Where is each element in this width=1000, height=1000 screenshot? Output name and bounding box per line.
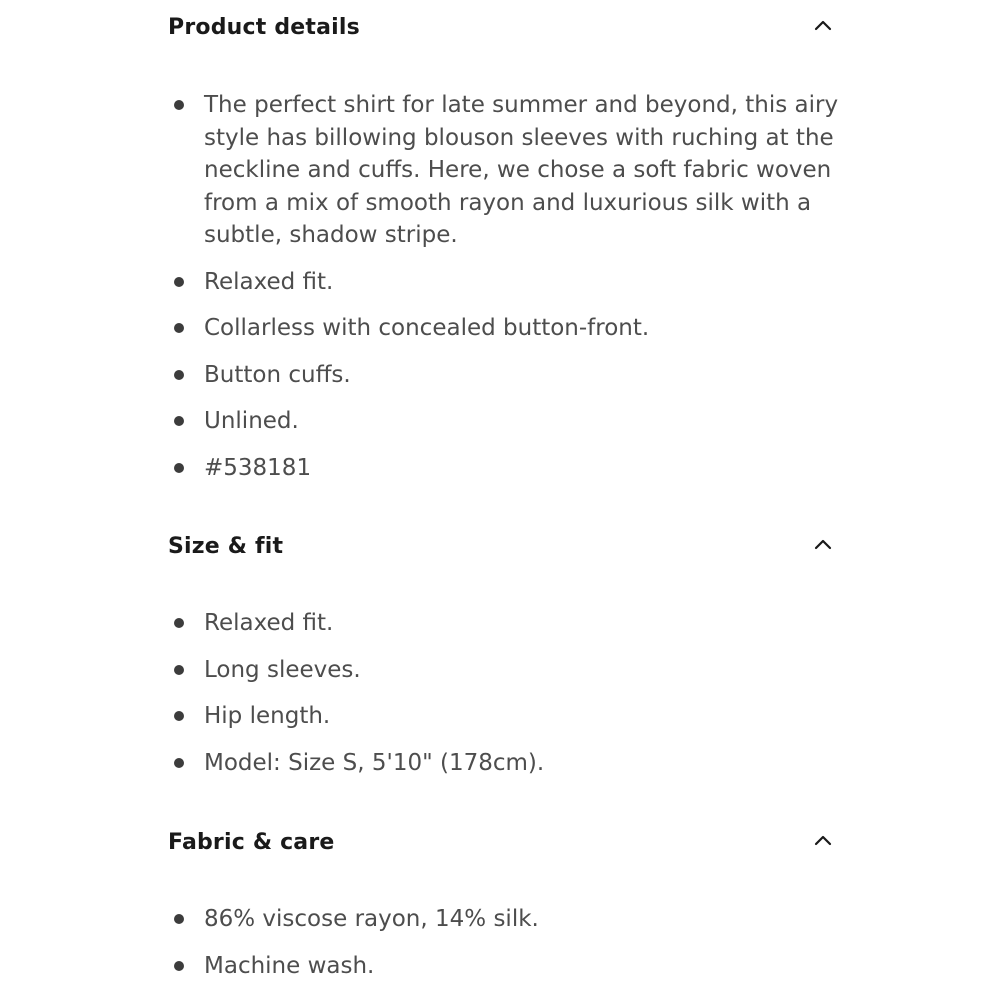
list-item-text: Model: Size S, 5'10" (178cm). xyxy=(204,749,545,776)
bullet-icon xyxy=(174,618,184,628)
list-item xyxy=(168,950,848,983)
list-item xyxy=(168,654,848,687)
list-item-text: Unlined. xyxy=(204,408,299,434)
bullet-icon xyxy=(174,277,184,287)
bullet-icon xyxy=(174,100,184,110)
list-item xyxy=(168,903,848,936)
list-item-text: Machine wash. xyxy=(204,952,375,979)
chevron-up-icon[interactable] xyxy=(811,533,835,557)
fabric-care-header[interactable] xyxy=(168,829,840,869)
section-title: Fabric & care xyxy=(168,830,335,855)
list-item xyxy=(168,747,848,780)
list-item-text: The perfect shirt for late summer and beyond, this airy style has billowing blouson sleeves with ruching at the neckline and cuffs. Here, we chose a soft fabric woven from a mix of smooth rayon and luxurious silk with a subtle, shadow stripe. xyxy=(204,92,839,248)
bullet-icon xyxy=(174,370,184,380)
chevron-up-icon[interactable] xyxy=(811,829,835,853)
list-item xyxy=(168,89,848,252)
list-item-text: Collarless with concealed button-front. xyxy=(204,315,650,341)
bullet-icon xyxy=(174,711,184,721)
list-item-text: Button cuffs. xyxy=(204,361,351,388)
bullet-icon xyxy=(174,323,184,333)
size-fit-header[interactable] xyxy=(168,533,840,573)
section-title: Product details xyxy=(168,15,360,40)
list-item-text: 86% viscose rayon, 14% silk. xyxy=(204,906,539,932)
list-item xyxy=(168,452,848,485)
list-item xyxy=(168,607,848,640)
list-item-text: #538181 xyxy=(204,454,312,481)
list-item-text: Relaxed fit. xyxy=(204,610,334,636)
list-item xyxy=(168,266,848,299)
bullet-icon xyxy=(174,665,184,675)
list-item-text: Relaxed fit. xyxy=(204,268,334,295)
bullet-icon xyxy=(174,758,184,768)
bullet-icon xyxy=(174,416,184,426)
bullet-icon xyxy=(174,914,184,924)
product-details-list xyxy=(168,89,848,484)
size-fit-list xyxy=(168,607,848,779)
product-details-header[interactable] xyxy=(168,14,840,54)
list-item xyxy=(168,312,848,345)
list-item xyxy=(168,405,848,438)
fabric-care-list xyxy=(168,903,848,982)
bullet-icon xyxy=(174,961,184,971)
list-item xyxy=(168,359,848,392)
chevron-up-icon[interactable] xyxy=(811,14,835,38)
list-item xyxy=(168,700,848,733)
list-item-text: Long sleeves. xyxy=(204,656,361,683)
section-title: Size & fit xyxy=(168,534,284,559)
list-item-text: Hip length. xyxy=(204,703,331,729)
bullet-icon xyxy=(174,463,184,473)
